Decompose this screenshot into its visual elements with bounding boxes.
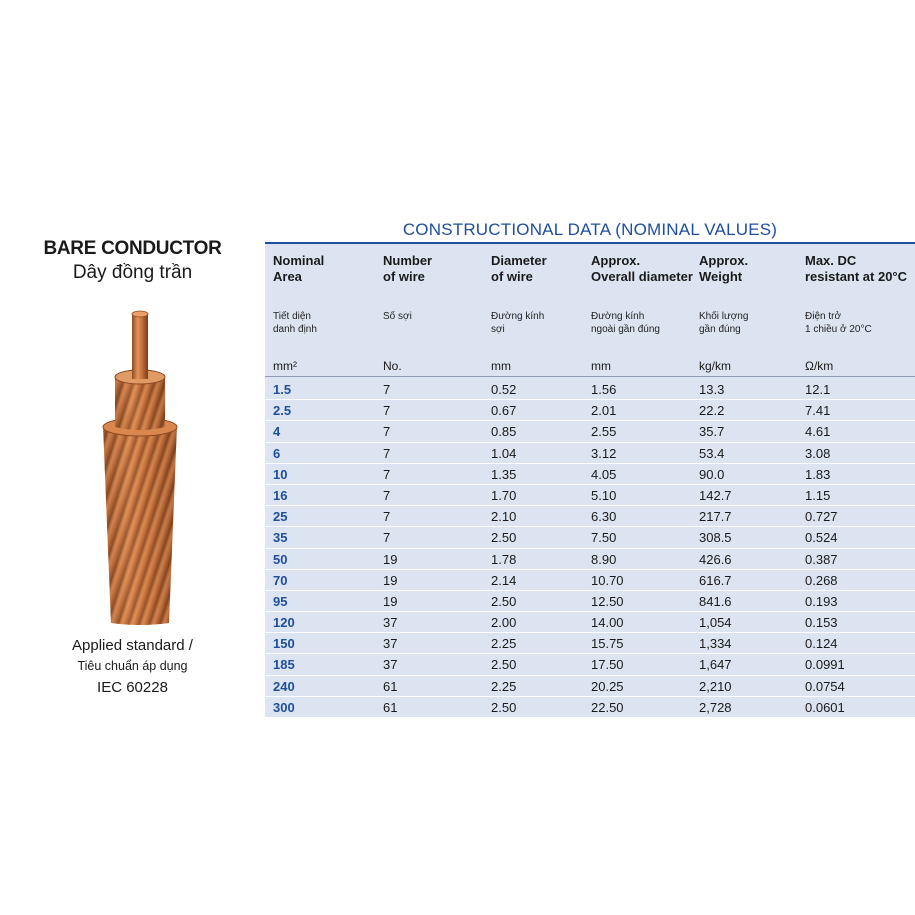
standard-code: IEC 60228 bbox=[97, 679, 168, 696]
cell-diameter-of-wire: 1.78 bbox=[491, 551, 517, 567]
cell-overall-diameter: 17.50 bbox=[591, 657, 624, 673]
cell-dc-resistance: 0.0754 bbox=[805, 678, 845, 694]
header-vi-weight: Khối lượng gần đúng bbox=[699, 311, 749, 335]
cell-weight: 1,647 bbox=[699, 657, 732, 673]
cell-nominal-area: 300 bbox=[273, 699, 295, 715]
cell-weight: 13.3 bbox=[699, 382, 725, 397]
header-vi-dc-resistance: Điện trở 1 chiều ở 20°C bbox=[805, 311, 872, 335]
header-nominal-area: Nominal Area bbox=[273, 253, 325, 284]
cell-dc-resistance: 0.0601 bbox=[805, 699, 845, 715]
table-row bbox=[265, 591, 915, 612]
cell-weight: 1,334 bbox=[699, 636, 732, 652]
table-row bbox=[265, 464, 915, 485]
stranded-copper-conductor-icon bbox=[85, 305, 195, 625]
table-row bbox=[265, 443, 915, 464]
cell-dc-resistance: 0.268 bbox=[805, 572, 838, 588]
cell-diameter-of-wire: 0.67 bbox=[491, 403, 517, 419]
cell-number-of-wire: 7 bbox=[383, 509, 391, 525]
cell-number-of-wire: 7 bbox=[383, 445, 391, 461]
cell-weight: 616.7 bbox=[699, 572, 732, 588]
cell-nominal-area: 120 bbox=[273, 615, 295, 631]
header-vi-number-of-wire: Số sợi bbox=[383, 311, 412, 322]
cell-overall-diameter: 1.56 bbox=[591, 382, 617, 397]
standard-label-vi: Tiêu chuẩn áp dụng bbox=[77, 659, 188, 673]
table-row bbox=[265, 400, 915, 421]
cell-dc-resistance: 12.1 bbox=[805, 382, 831, 397]
unit-divider bbox=[265, 376, 915, 377]
cell-dc-resistance: 0.0991 bbox=[805, 657, 845, 673]
unit-nominal-area: mm² bbox=[273, 359, 297, 373]
table-row bbox=[265, 549, 915, 570]
cell-dc-resistance: 0.193 bbox=[805, 593, 838, 609]
table-row bbox=[265, 421, 915, 442]
cell-diameter-of-wire: 1.70 bbox=[491, 487, 517, 503]
cell-weight: 22.2 bbox=[699, 403, 725, 419]
cell-nominal-area: 50 bbox=[273, 551, 288, 567]
cell-overall-diameter: 22.50 bbox=[591, 699, 624, 715]
header-diameter-of-wire: Diameter of wire bbox=[491, 253, 547, 284]
cell-diameter-of-wire: 2.10 bbox=[491, 509, 517, 525]
header-dc-resistance: Max. DC resistant at 20°C bbox=[805, 253, 908, 284]
cell-diameter-of-wire: 2.50 bbox=[491, 657, 517, 673]
cell-number-of-wire: 7 bbox=[383, 530, 391, 546]
header-number-of-wire: Number of wire bbox=[383, 253, 433, 284]
unit-weight: kg/km bbox=[699, 359, 732, 373]
table-row bbox=[265, 485, 915, 506]
cell-overall-diameter: 7.50 bbox=[591, 530, 617, 546]
cell-nominal-area: 10 bbox=[273, 466, 288, 482]
table-row bbox=[265, 633, 915, 654]
cell-nominal-area: 150 bbox=[273, 636, 295, 652]
cell-overall-diameter: 10.70 bbox=[591, 572, 624, 588]
product-subtitle: Dây đồng trần bbox=[72, 262, 193, 283]
cell-number-of-wire: 37 bbox=[383, 615, 398, 631]
cell-number-of-wire: 7 bbox=[383, 424, 391, 440]
cell-overall-diameter: 3.12 bbox=[591, 445, 617, 461]
cell-dc-resistance: 0.387 bbox=[805, 551, 838, 567]
unit-overall-diameter: mm bbox=[591, 359, 611, 373]
cell-diameter-of-wire: 2.50 bbox=[491, 530, 517, 546]
table-row bbox=[265, 527, 915, 548]
cell-number-of-wire: 7 bbox=[383, 403, 391, 419]
cell-nominal-area: 16 bbox=[273, 487, 288, 503]
cell-number-of-wire: 7 bbox=[383, 382, 391, 397]
cell-dc-resistance: 3.08 bbox=[805, 445, 831, 461]
cell-weight: 1,054 bbox=[699, 615, 732, 631]
cell-weight: 142.7 bbox=[699, 487, 732, 503]
cell-diameter-of-wire: 1.04 bbox=[491, 445, 517, 461]
table-row bbox=[265, 506, 915, 527]
cell-overall-diameter: 2.55 bbox=[591, 424, 617, 440]
cell-overall-diameter: 20.25 bbox=[591, 678, 624, 694]
cell-dc-resistance: 4.61 bbox=[805, 424, 831, 440]
cell-number-of-wire: 37 bbox=[383, 657, 398, 673]
cell-diameter-of-wire: 2.25 bbox=[491, 678, 517, 694]
cell-nominal-area: 25 bbox=[273, 509, 288, 525]
cell-weight: 2,728 bbox=[699, 699, 732, 715]
cell-overall-diameter: 2.01 bbox=[591, 403, 617, 419]
cell-overall-diameter: 14.00 bbox=[591, 615, 624, 631]
cell-overall-diameter: 4.05 bbox=[591, 466, 617, 482]
cell-dc-resistance: 0.727 bbox=[805, 509, 838, 525]
cell-nominal-area: 35 bbox=[273, 530, 288, 546]
cell-diameter-of-wire: 2.14 bbox=[491, 572, 517, 588]
cell-diameter-of-wire: 1.35 bbox=[491, 466, 517, 482]
cell-weight: 53.4 bbox=[699, 445, 725, 461]
cell-weight: 426.6 bbox=[699, 551, 732, 567]
cell-weight: 841.6 bbox=[699, 593, 732, 609]
cell-dc-resistance: 0.524 bbox=[805, 530, 838, 546]
cell-diameter-of-wire: 2.00 bbox=[491, 615, 517, 631]
cell-diameter-of-wire: 2.50 bbox=[491, 593, 517, 609]
cell-diameter-of-wire: 2.50 bbox=[491, 699, 517, 715]
cell-weight: 90.0 bbox=[699, 466, 725, 482]
cell-nominal-area: 6 bbox=[273, 445, 281, 461]
cell-weight: 35.7 bbox=[699, 424, 725, 440]
cell-number-of-wire: 61 bbox=[383, 699, 398, 715]
cell-dc-resistance: 0.124 bbox=[805, 636, 838, 652]
table-title: CONSTRUCTIONAL DATA (NOMINAL VALUES) bbox=[402, 220, 778, 239]
cell-dc-resistance: 1.83 bbox=[805, 466, 831, 482]
cell-nominal-area: 4 bbox=[273, 424, 281, 440]
cell-dc-resistance: 7.41 bbox=[805, 403, 831, 419]
unit-number-of-wire: No. bbox=[383, 359, 402, 373]
cell-number-of-wire: 7 bbox=[383, 466, 391, 482]
table-row bbox=[265, 570, 915, 591]
header-vi-overall-diameter: Đường kính ngoài gần đúng bbox=[591, 311, 660, 335]
cell-overall-diameter: 5.10 bbox=[591, 487, 617, 503]
cell-nominal-area: 240 bbox=[273, 678, 295, 694]
cell-diameter-of-wire: 0.52 bbox=[491, 382, 517, 397]
header-overall-diameter: Approx. Overall diameter bbox=[591, 253, 693, 284]
cell-nominal-area: 185 bbox=[273, 657, 295, 673]
cell-number-of-wire: 61 bbox=[383, 678, 398, 694]
standard-label: Applied standard / bbox=[72, 637, 193, 654]
cell-number-of-wire: 19 bbox=[383, 572, 398, 588]
cell-dc-resistance: 1.15 bbox=[805, 487, 831, 503]
cell-diameter-of-wire: 0.85 bbox=[491, 424, 517, 440]
cell-weight: 217.7 bbox=[699, 509, 732, 525]
table-body bbox=[265, 379, 915, 718]
product-title: BARE CONDUCTOR bbox=[43, 238, 222, 259]
cell-number-of-wire: 7 bbox=[383, 487, 391, 503]
cell-overall-diameter: 6.30 bbox=[591, 509, 617, 525]
table-row bbox=[265, 676, 915, 697]
table-row bbox=[265, 697, 915, 718]
cell-nominal-area: 95 bbox=[273, 593, 288, 609]
header-vi-nominal-area: Tiết diện danh định bbox=[273, 311, 317, 335]
unit-diameter-of-wire: mm bbox=[491, 359, 511, 373]
cell-weight: 2,210 bbox=[699, 678, 732, 694]
cell-number-of-wire: 19 bbox=[383, 551, 398, 567]
table-row bbox=[265, 612, 915, 633]
cell-number-of-wire: 19 bbox=[383, 593, 398, 609]
cell-weight: 308.5 bbox=[699, 530, 732, 546]
cell-diameter-of-wire: 2.25 bbox=[491, 636, 517, 652]
cell-overall-diameter: 15.75 bbox=[591, 636, 624, 652]
cell-overall-diameter: 12.50 bbox=[591, 593, 624, 609]
table-row bbox=[265, 654, 915, 675]
header-weight: Approx. Weight bbox=[699, 253, 749, 284]
header-vi-diameter-of-wire: Đường kính sợi bbox=[491, 311, 545, 335]
cell-nominal-area: 1.5 bbox=[273, 382, 292, 397]
cell-nominal-area: 2.5 bbox=[273, 403, 292, 419]
table-row bbox=[265, 379, 915, 400]
cell-nominal-area: 70 bbox=[273, 572, 288, 588]
cell-number-of-wire: 37 bbox=[383, 636, 398, 652]
cell-dc-resistance: 0.153 bbox=[805, 615, 838, 631]
unit-dc-resistance: Ω/km bbox=[805, 359, 834, 373]
cell-overall-diameter: 8.90 bbox=[591, 551, 617, 567]
